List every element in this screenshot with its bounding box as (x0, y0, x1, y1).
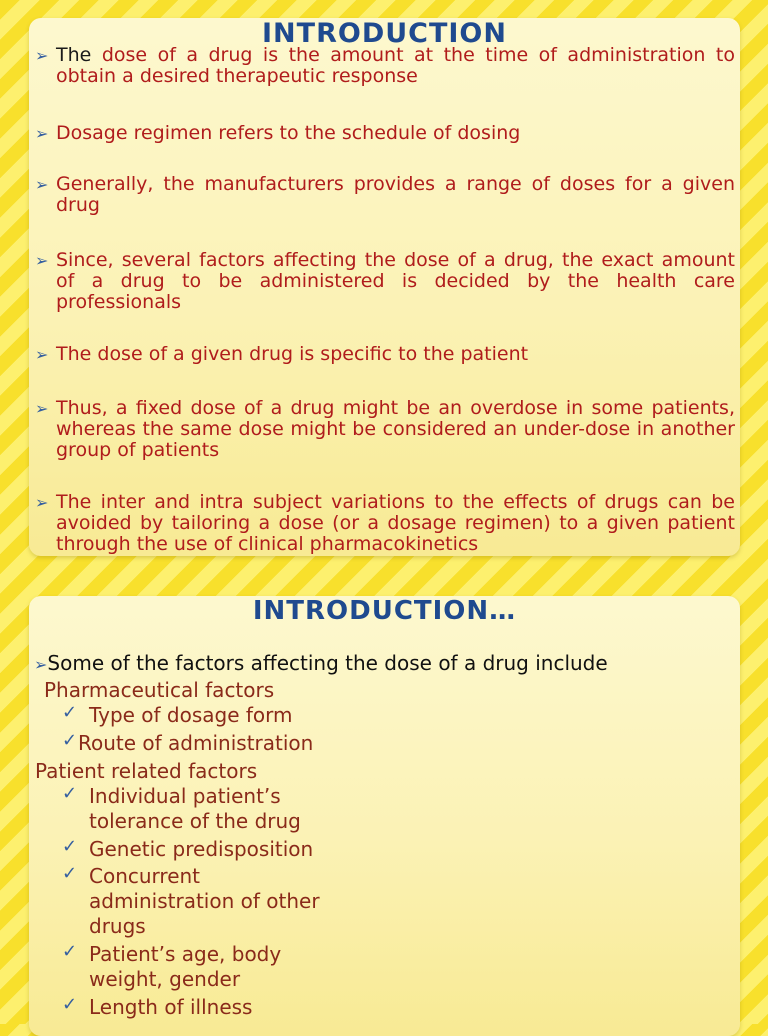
bullet-factors (34, 250, 735, 313)
bullet-text: The dose of a given drug is specific to the patient (56, 343, 529, 365)
factors-intro-text: Some of the factors affecting the dose of a drug include (47, 651, 608, 675)
bullet-text: Generally, the manufacturers provides a range of doses for a given drug (56, 173, 735, 216)
arrow-bullet-icon: ➢ (35, 399, 49, 418)
list-item: Concurrent administration of other drugs (89, 864, 320, 938)
arrow-bullet-icon: ➢ (35, 46, 49, 65)
arrow-bullet-icon: ➢ (35, 251, 49, 270)
bullet-variations (34, 492, 735, 555)
bullet-text: The inter and intra subject variations to the effects of drugs can be avoided by tailoring a dose (or a dosage regimen) to a given patient through the use of clinical pharmacokinetics (56, 491, 735, 555)
list-item: Individual patient’s tolerance of the drug (89, 784, 301, 833)
checkmark-icon: ✓ (62, 702, 78, 723)
group-heading-pharmaceutical: Pharmaceutical factors (44, 678, 275, 702)
checkmark-icon: ✓ (62, 836, 78, 857)
arrow-bullet-icon: ➢ (34, 655, 48, 674)
bullet-overdose (34, 398, 735, 461)
factors-intro (34, 651, 608, 677)
list-item: Type of dosage form (89, 703, 293, 727)
checkmark-icon: ✓ (62, 994, 78, 1015)
arrow-bullet-icon: ➢ (35, 345, 49, 364)
bullet-text: Since, several factors affecting the dose of a drug, the exact amount of a drug to be administered is decided by the health care professionals (56, 249, 735, 313)
bullet-lead: The (56, 44, 92, 66)
bullet-dose-definition (34, 45, 735, 87)
arrow-bullet-icon: ➢ (35, 175, 49, 194)
list-item: Route of administration (78, 731, 314, 755)
bullet-text: Dosage regimen refers to the schedule of dosing (56, 122, 521, 144)
checkmark-icon: ✓ (62, 941, 78, 962)
bullet-text: dose of a drug is the amount at the time of administration to obtain a desired therapeutic response (56, 44, 735, 87)
bullet-manufacturers (34, 174, 735, 216)
arrow-bullet-icon: ➢ (35, 124, 49, 143)
bullet-text: Thus, a fixed dose of a drug might be an overdose in some patients, whereas the same dose might be considered an under-dose in another group of patients (56, 397, 735, 461)
arrow-bullet-icon: ➢ (35, 493, 49, 512)
checkmark-icon: ✓ (62, 730, 78, 751)
slide-title: INTRODUCTION (262, 18, 507, 49)
slide-introduction-continued (29, 596, 740, 1036)
slide-introduction (29, 18, 740, 556)
list-item: Genetic predisposition (89, 837, 314, 861)
checkmark-icon: ✓ (62, 863, 78, 884)
bullet-specific (34, 344, 735, 365)
checkmark-icon: ✓ (62, 783, 78, 804)
slide-title: INTRODUCTION… (252, 596, 517, 626)
list-item: Length of illness (89, 995, 253, 1019)
bullet-dosage-regimen (34, 123, 735, 144)
list-item: Patient’s age, body weight, gender (89, 942, 282, 991)
group-heading-patient: Patient related factors (35, 759, 258, 783)
